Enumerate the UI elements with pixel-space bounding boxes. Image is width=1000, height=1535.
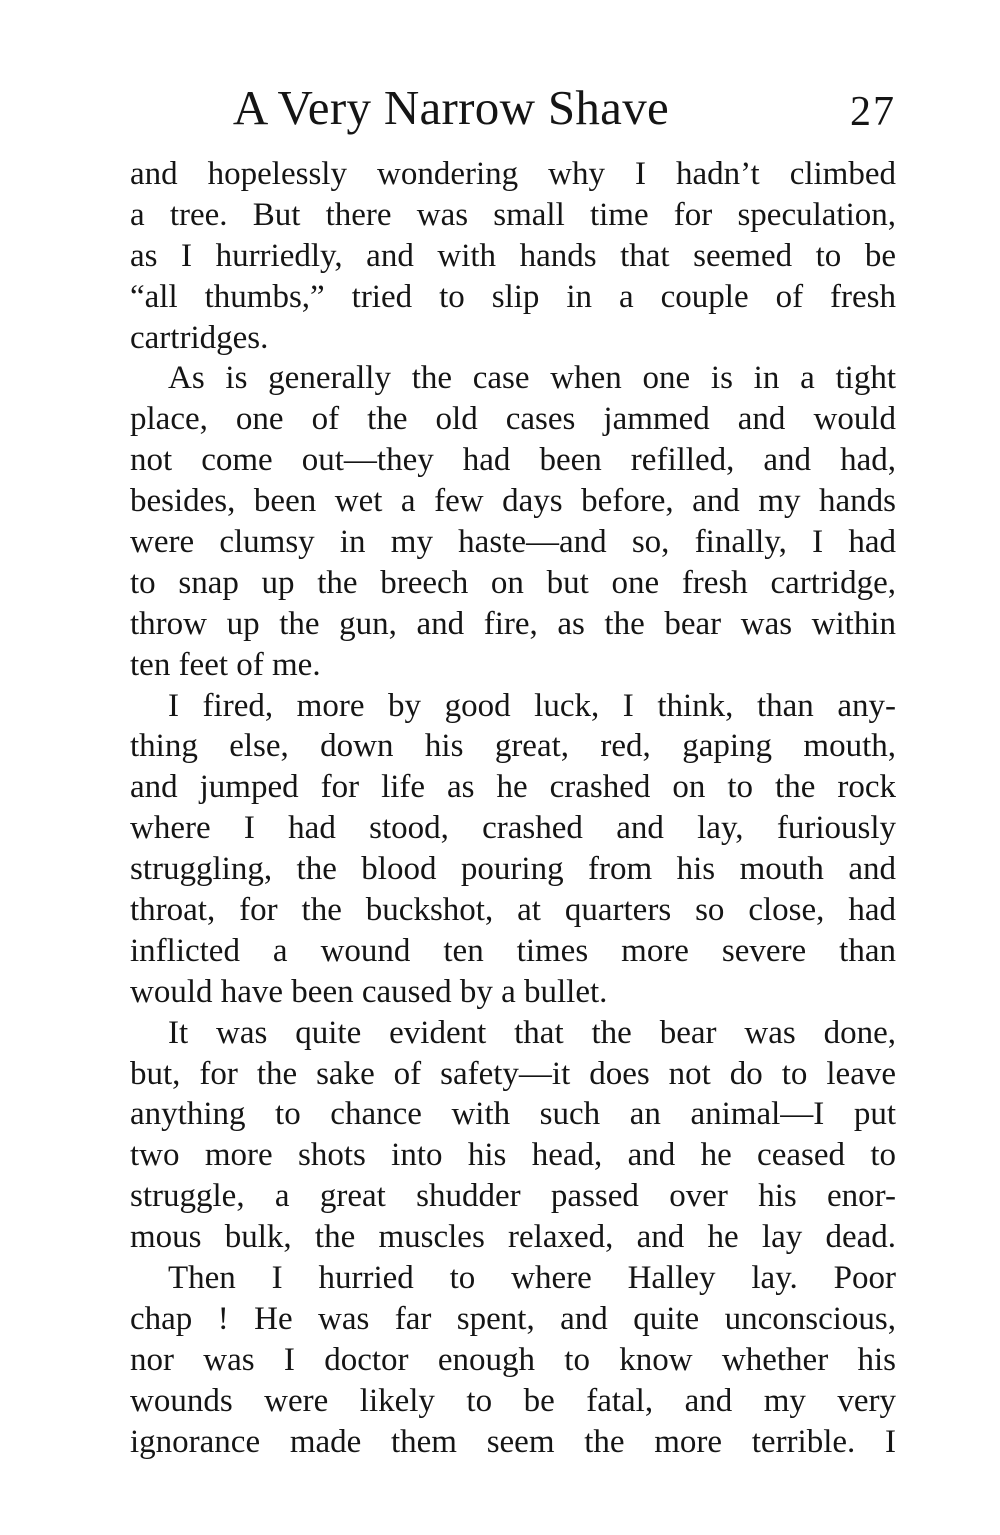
running-head [130,78,896,138]
text-line: to snap up the breech on but one fresh cartridge, [130,564,896,601]
text-line: and jumped for life as he crashed on to the rock [130,769,896,806]
text-line: “all thumbs,” tried to slip in a couple of fresh [130,278,896,315]
text-line: I fired, more by good luck, I think, than any- [168,687,896,724]
page-number: 27 [850,89,896,135]
text-line: nor was I doctor enough to know whether his [130,1341,896,1378]
text-line: anything to chance with such an animal—I put [130,1096,896,1133]
text-line: would have been caused by a bullet. [130,973,608,1010]
text-line: Then I hurried to where Halley lay. Poor [168,1260,896,1297]
text-line: not come out—they had been refilled, and had, [130,442,896,479]
text-line: throat, for the buckshot, at quarters so close, had [130,892,896,929]
text-line: cartridges. [130,319,269,356]
text-line: It was quite evident that the bear was done, [168,1014,896,1051]
text-line: ignorance made them seem the more terrible. I [130,1423,896,1460]
text-line: a tree. But there was small time for speculation, [130,196,896,233]
text-line: thing else, down his great, red, gaping mouth, [130,728,896,765]
text-line: two more shots into his head, and he ceased to [130,1137,896,1174]
text-line: throw up the gun, and fire, as the bear was within [130,605,896,642]
text-line: wounds were likely to be fatal, and my very [130,1382,896,1419]
text-line: ten feet of me. [130,646,321,683]
body-text [130,154,896,1463]
text-line: where I had stood, crashed and lay, furiously [130,810,896,847]
text-line: chap ! He was far spent, and quite unconscious, [130,1300,896,1337]
text-line: inflicted a wound ten times more severe than [130,932,896,969]
text-line: were clumsy in my haste—and so, finally, I had [130,524,896,561]
text-line: as I hurriedly, and with hands that seemed to be [130,237,896,274]
text-line: mous bulk, the muscles relaxed, and he lay dead. [130,1219,896,1256]
text-line: place, one of the old cases jammed and would [130,401,896,438]
text-line: struggle, a great shudder passed over his enor- [130,1178,896,1215]
text-line: struggling, the blood pouring from his mouth and [130,851,896,888]
text-line: and hopelessly wondering why I hadn’t climbed [130,156,896,192]
text-line: besides, been wet a few days before, and my hands [130,483,896,520]
running-title: A Very Narrow Shave [232,80,670,135]
text-line: but, for the sake of safety—it does not do to leave [130,1055,896,1092]
text-line: As is generally the case when one is in a tight [168,360,896,397]
